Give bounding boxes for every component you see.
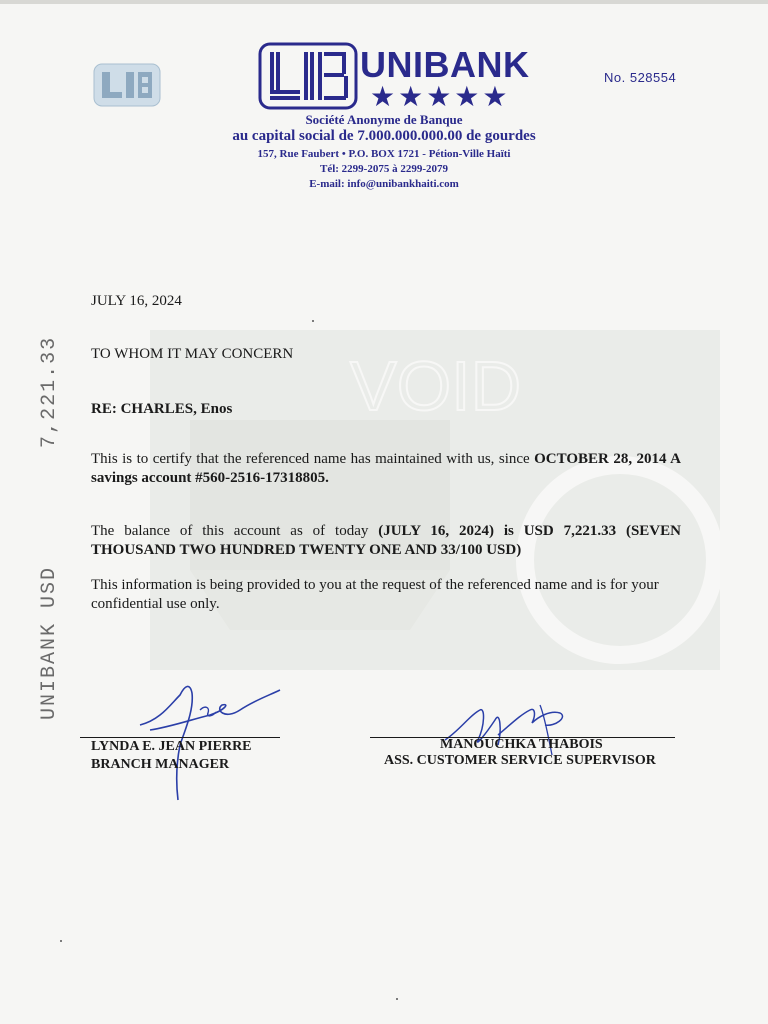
share-capital: au capital social de 7.000.000.000.00 de gourdes: [232, 128, 536, 144]
paper-speck: [312, 320, 314, 322]
balance-amount: (JULY 16, 2024) is USD 7,221.33 (SEVEN THOUSAND TWO HUNDRED TWENTY ONE AND 33/100 USD): [91, 523, 681, 558]
account-details: OCTOBER 28, 2014 A savings account #560-2516-17318805.: [91, 451, 681, 486]
balance-intro: The balance of this account as of today: [91, 523, 379, 539]
company-type: Société Anonyme de Banque: [305, 112, 463, 127]
vertical-stamp-bank: UNIBANK USD: [38, 565, 61, 720]
brand-name: UNIBANK: [360, 44, 530, 85]
paper-speck: [396, 998, 398, 1000]
letter-date: JULY 16, 2024: [91, 293, 182, 309]
left-handwritten-signature: [130, 665, 290, 805]
balance-paragraph: [91, 522, 681, 560]
right-signatory-name: MANOUCHKA THABOIS: [440, 737, 603, 752]
document-serial-number: No. 528554: [604, 70, 677, 85]
certification-paragraph: [91, 450, 681, 488]
vertical-stamp-text: [38, 336, 61, 720]
page-top-edge: [0, 0, 768, 4]
right-signatory-title: ASS. CUSTOMER SERVICE SUPERVISOR: [384, 753, 656, 768]
street-address: 157, Rue Faubert • P.O. BOX 1721 - Pétion-Ville Haïti: [257, 148, 511, 160]
void-watermark-icon: [150, 330, 720, 670]
brand-stars: ★★★★★: [370, 80, 511, 113]
phone-line: Tél: 2299-2075 à 2299-2079: [319, 163, 448, 175]
vertical-stamp-amount: 7,221.33: [38, 335, 61, 448]
certification-text: This is to certify that the referenced name has maintained with us, since: [91, 451, 535, 467]
unibank-logo-icon: [258, 42, 358, 110]
reference-line: RE: CHARLES, Enos: [91, 401, 233, 417]
left-signatory-name: LYNDA E. JEAN PIERRE: [91, 739, 252, 754]
svg-text:VOID: VOID: [350, 347, 522, 425]
email-line: E-mail: info@unibankhaiti.com: [309, 178, 459, 190]
corner-logo-icon: [92, 60, 162, 110]
left-signatory-title: BRANCH MANAGER: [91, 757, 230, 772]
salutation: TO WHOM IT MAY CONCERN: [91, 346, 294, 362]
paper-speck: [60, 940, 62, 942]
confidentiality-paragraph: This information is being provided to you at the request of the referenced name and is for your confidential use only.: [91, 577, 659, 612]
